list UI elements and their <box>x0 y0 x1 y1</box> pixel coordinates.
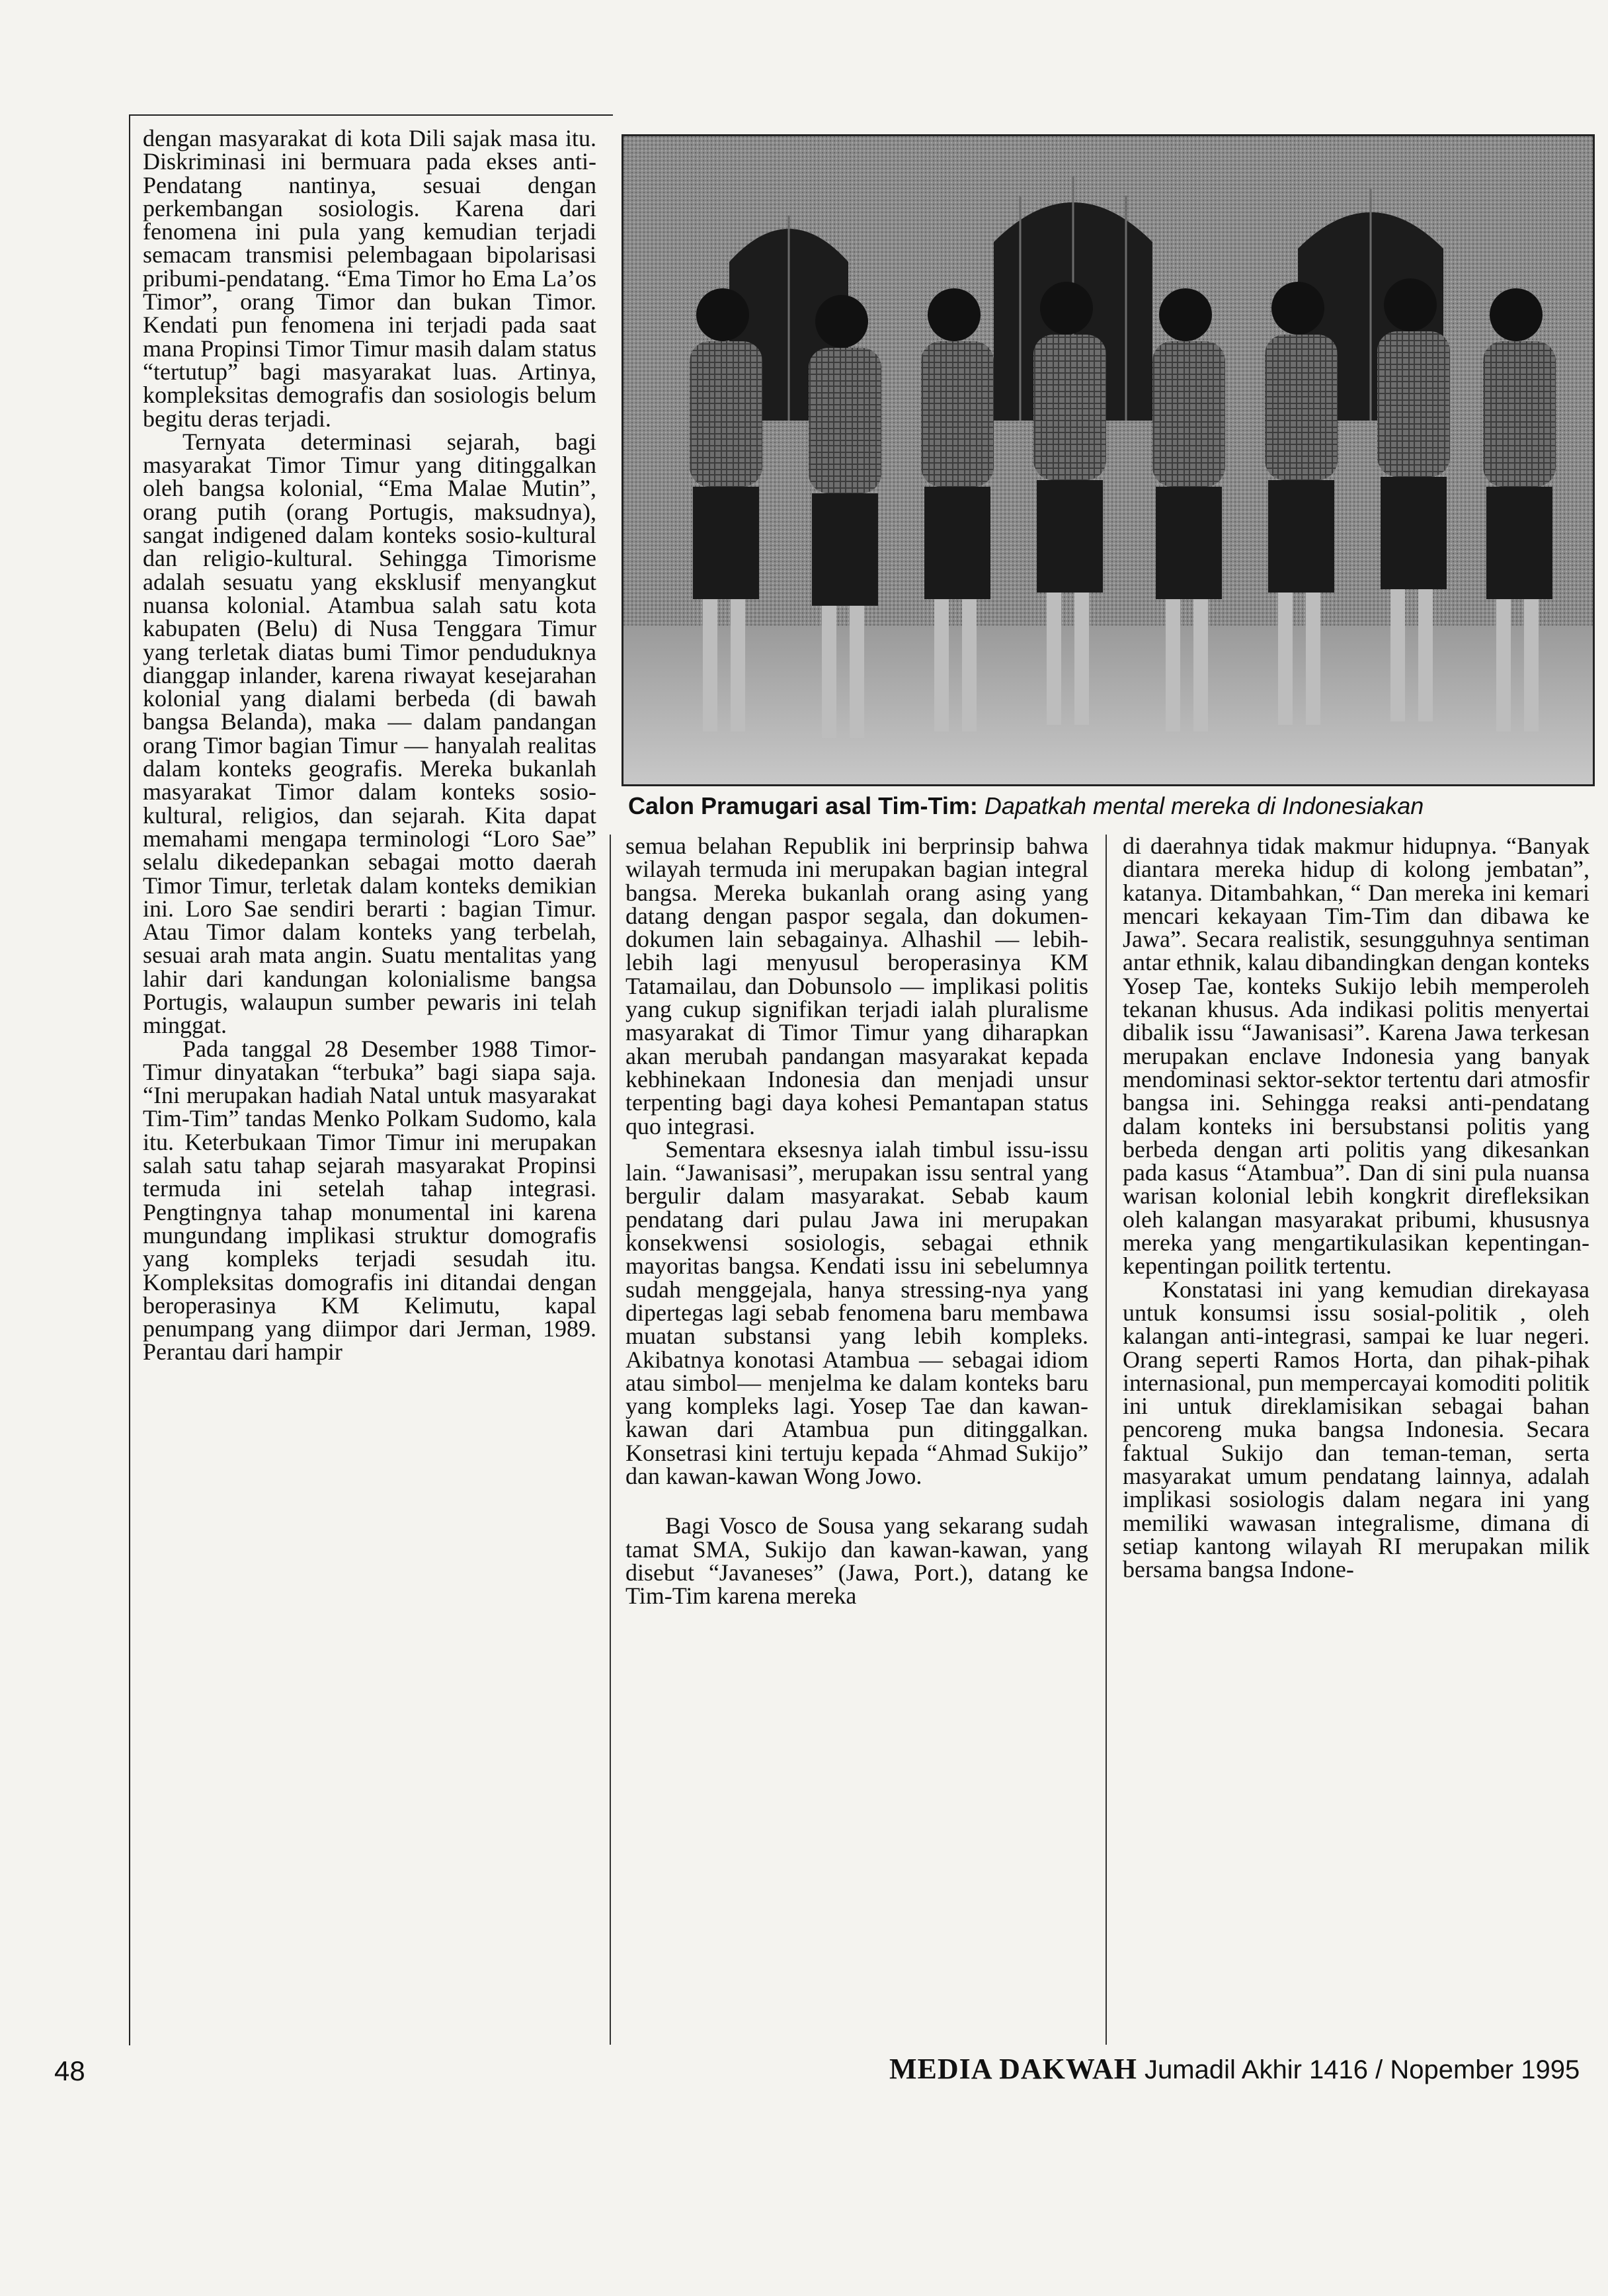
page-number: 48 <box>54 2055 85 2086</box>
column-frame-top <box>129 114 613 116</box>
article-column-3 <box>1123 835 1589 1582</box>
paragraph: dengan masyarakat di kota Dili sajak masa itu. Diskriminasi ini bermuara pada ekses anti- Pendatang nantinya, sesuai dengan perkembangan sosiologis. Karena dari fenomena ini pula yang kemudian terjadi semacam transmisi pelembagaan bipolarisasi pribumi-pendatang. “Ema Timor ho Ema La’os Timor”, orang Timor dan bukan Timor. Kendati pun fenomena ini terjadi pada saat mana Propinsi Timor Timur masih dalam status “tertutup” bagi masyarakat luas. Artinya, kompleksitas demografis dan sosiologis belum begitu deras terjadi. <box>143 125 596 432</box>
column-rule-2 <box>1106 835 1107 2045</box>
paragraph: semua belahan Republik ini berprinsip bahwa wilayah termuda ini merupakan bagian integral bangsa. Mereka bukanlah orang asing yang datang dengan paspor segala, dan dokumen-dokumen lain sebagainya. Alhashil — lebih-lebih lagi menyusul beroperasinya KM Tatamailau, dan Dobunsolo — implikasi politis yang cukup signifikan terjadi ialah pluralisme masyarakat di Timor Timur yang diharapkan akan merubah pandangan masyarakat kepada kebhinekaan Indonesia dan menjadi unsur terpenting bagi daya kohesi Pemantapan status quo integrasi. <box>625 833 1088 1139</box>
caption-text: Dapatkah mental mereka di Indonesiakan <box>984 792 1424 819</box>
article-column-2 <box>625 835 1088 1608</box>
photo <box>622 134 1595 786</box>
paragraph: Konstatasi ini yang kemudian direkayasa untuk konsumsi issu sosial-politik , oleh kalangan anti-integrasi, sampai ke luar negeri. Orang seperti Ramos Horta, dan pihak-pihak internasional, pun mempercayai komoditi politik ini untuk direklamisikan sebagai bahan pencoreng muka bangsa Indonesia. Secara faktual Sukijo dan teman-teman, serta masyarakat umum pendatang lainnya, adalah implikasi sosiologis dalam negara ini yang memiliki wawasan integralisme, dimana di setiap kantong wilayah RI merupakan milik bersama bangsa Indone- <box>1123 1276 1589 1583</box>
paragraph: Pada tanggal 28 Desember 1988 Timor-Timur dinyatakan “terbuka” bagi siapa saja. “Ini merupakan hadiah Natal untuk masyarakat Tim-Tim” tandas Menko Polkam Sudomo, kala itu. Keterbukaan Timor Timur ini merupakan salah satu tahap sejarah masyarakat Propinsi termuda ini setelah tahap integrasi. Pengtingnya tahap monumental ini karena mungundang implikasi struktur domografis yang kompleks terjadi sesudah itu. Kompleksitas domografis ini ditandai dengan beroperasinya KM Kelimutu, kapal penumpang yang diimpor dari Jerman, 1989. Perantau dari hampir <box>143 1035 596 1366</box>
paragraph: Ternyata determinasi sejarah, bagi masyarakat Timor Timur yang ditinggalkan oleh bangsa kolonial, “Ema Malae Mutin”, orang putih (orang Portugis, maksudnya), sangat indigened dalam konteks sosio-kultural dan religio-kultural. Sehingga Timorisme adalah sesuatu yang eksklusif menyangkut nuansa kolonial. Atambua salah satu kota kabupaten (Belu) di Nusa Tenggara Timur yang terletak diatas bumi Timor penduduknya dianggap inlander, karena riwayat kesejarahan kolonial yang dialami berbeda (di bawah bangsa Belanda), maka — dalam pandangan orang Timor bagian Timur — hanyalah realitas dalam konteks geografis. Mereka bukanlah masyarakat Timor dalam konteks sosio-kultural, religios, dan sejarah. Kita dapat memahami mengapa terminologi “Loro Sae” selalu dikedepankan sebagai motto daerah Timor Timur, terletak dalam konteks demikian ini. Loro Sae sendiri berarti : bagian Timur. Atau Timor dalam konteks yang terbelah, sesuai arah mata angin. Suatu mentalitas yang lahir dari kandungan kolonialisme bangsa Portugis, walaupun sumber pewaris ini telah minggat. <box>143 428 596 1039</box>
column-frame-left <box>129 114 130 2045</box>
paragraph: di daerahnya tidak makmur hidupnya. “Banyak diantara mereka hidup di kolong jembatan”, katanya. Ditambahkan, “ Dan mereka ini kemari mencari kekayaan Tim-Tim dan dibawa ke Jawa”. Secara realistik, sesungguhnya sentiman antar ethnik, kalau dibandingkan dengan konteks Yosep Tae, konteks Sukijo lebih memperoleh tekanan khusus. Ada indikasi politis menyertai dibalik issu “Jawanisasi”. Karena Jawa terkesan merupakan enclave Indonesia yang banyak mendominasi sektor-sektor tertentu dari atmosfir bangsa ini. Sehingga reaksi anti-pendatang dalam konteks ini bersubstansi politis yang berbeda dengan arti politis yang dikesankan pada kasus “Atambua”. Dan di sini pula nuansa warisan kolonial lebih kongkrit direfleksikan oleh kalangan masyarakat pribumi, khususnya mereka yang mengartikulasikan kepentingan-kepentingan poilitk tertentu. <box>1123 833 1589 1280</box>
caption-title: Calon Pramugari asal Tim-Tim: <box>628 792 978 819</box>
photo-image <box>623 136 1593 784</box>
paragraph: Sementara eksesnya ialah timbul issu-issu lain. “Jawanisasi”, merupakan issu sentral yang bergulir dalam masyarakat. Sebab kaum pendatang dari pulau Jawa ini merupakan konsekwensi sosiologis, sebagai ethnik mayoritas bangsa. Kendati issu ini sebelumnya sudah menggejala, hanya stressing-nya yang dipertegas lagi sebab fenomena baru membawa muatan substansi yang lebih kompleks. Akibatnya konotasi Atambua — sebagai idiom atau simbol— menjelma ke dalam konteks baru yang kompleks lagi. Yosep Tae dan kawan-kawan dari Atambua pun ditinggalkan. Konsetrasi kini tertuju kepada “Ahmad Sukijo” dan kawan-kawan Wong Jowo. <box>625 1135 1088 1490</box>
column-rule-1 <box>610 835 611 2045</box>
footer-masthead <box>889 2052 1580 2086</box>
issue-date: Jumadil Akhir 1416 / Nopember 1995 <box>1145 2055 1580 2084</box>
article-column-1 <box>143 127 596 1364</box>
photo-caption <box>628 792 1593 820</box>
paragraph: Bagi Vosco de Sousa yang sekarang sudah tamat SMA, Sukijo dan kawan-kawan, yang disebut “Javaneses” (Jawa, Port.), datang ke Tim-Tim karena mereka <box>625 1512 1088 1610</box>
magazine-name: MEDIA DAKWAH <box>889 2053 1138 2085</box>
